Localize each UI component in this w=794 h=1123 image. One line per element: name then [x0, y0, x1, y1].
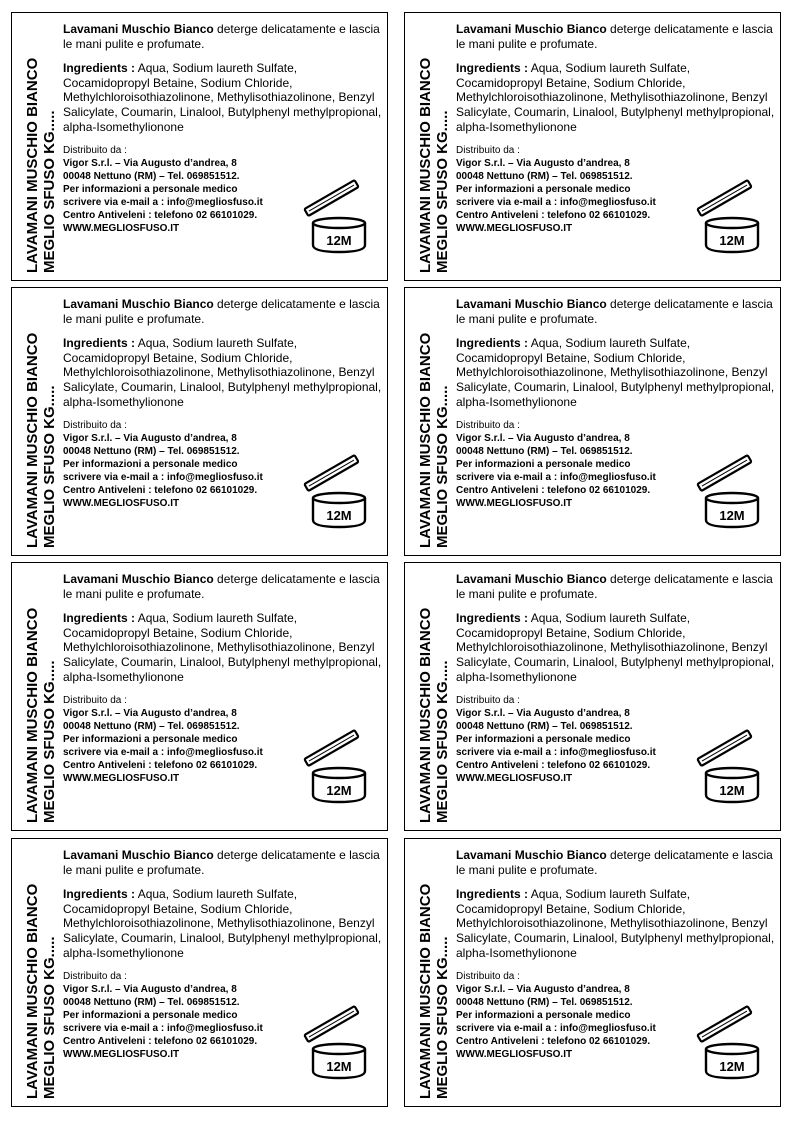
- company-line: Vigor S.r.l. – Via Augusto d’andrea, 8: [63, 984, 237, 996]
- distributed-by: Distribuito da :: [456, 695, 520, 707]
- ingredients-label: Ingredients :: [456, 611, 529, 626]
- product-name: Lavamani Muschio Bianco: [63, 848, 214, 862]
- ingredients: [456, 336, 776, 409]
- side-title-line1: LAVAMANI MUSCHIO BIANCO: [24, 607, 41, 823]
- ingredients: [63, 336, 383, 409]
- open-jar-icon: [692, 725, 768, 805]
- side-title: [20, 849, 62, 1099]
- side-title: [20, 298, 62, 548]
- open-jar-icon: [299, 450, 375, 530]
- product-name: Lavamani Muschio Bianco: [456, 297, 607, 311]
- email-line: scrivere via e-mail a : info@megliosfuso.it: [63, 472, 263, 484]
- info-line: Per informazioni a personale medico: [456, 459, 631, 471]
- side-title-line2: MEGLIO SFUSO KG.....: [41, 936, 58, 1099]
- city-line: 00048 Nettuno (RM) – Tel. 069851512.: [456, 721, 633, 733]
- description: [456, 572, 776, 601]
- ingredients-text: Aqua, Sodium laureth Sulfate, Cocamidopropyl Betaine, Sodium Chloride, Methylchloroisothiazolinone, Methylisothiazolinone, Benzyl Salicylate, Coumarin, Linalool, Butylphenyl methylpropional, alpha-Isomethylionone: [63, 336, 382, 409]
- website: WWW.MEGLIOSFUSO.IT: [63, 498, 180, 510]
- antiveleni-line: Centro Antiveleni : telefono 02 66101029.: [456, 1036, 651, 1048]
- side-title-line2: MEGLIO SFUSO KG.....: [434, 385, 451, 548]
- open-jar-icon: [692, 175, 768, 255]
- product-label: [404, 12, 781, 281]
- antiveleni-line: Centro Antiveleni : telefono 02 66101029.: [456, 760, 651, 772]
- city-line: 00048 Nettuno (RM) – Tel. 069851512.: [63, 997, 240, 1009]
- distributed-by: Distribuito da :: [63, 971, 127, 983]
- ingredients-label: Ingredients :: [63, 61, 136, 76]
- company-line: Vigor S.r.l. – Via Augusto d’andrea, 8: [456, 984, 630, 996]
- product-label: [404, 287, 781, 556]
- product-label: [11, 12, 388, 281]
- side-title-line2: MEGLIO SFUSO KG.....: [41, 110, 58, 273]
- city-line: 00048 Nettuno (RM) – Tel. 069851512.: [63, 446, 240, 458]
- distributed-by: Distribuito da :: [456, 145, 520, 157]
- description: [63, 572, 383, 601]
- description-text: deterge delicatamente e lascia le mani pulite e profumate.: [63, 22, 380, 51]
- description: [63, 22, 383, 51]
- info-line: Per informazioni a personale medico: [63, 734, 238, 746]
- side-title-line2: MEGLIO SFUSO KG.....: [41, 385, 58, 548]
- pao-text: 12M: [326, 508, 352, 523]
- side-title-line1: LAVAMANI MUSCHIO BIANCO: [417, 57, 434, 273]
- side-title: [413, 849, 455, 1099]
- product-name: Lavamani Muschio Bianco: [63, 22, 214, 36]
- city-line: 00048 Nettuno (RM) – Tel. 069851512.: [63, 171, 240, 183]
- ingredients: [63, 61, 383, 134]
- ingredients: [456, 61, 776, 134]
- distributed-by: Distribuito da :: [63, 420, 127, 432]
- product-name: Lavamani Muschio Bianco: [456, 22, 607, 36]
- description-text: deterge delicatamente e lascia le mani pulite e profumate.: [456, 22, 773, 51]
- email-line: scrivere via e-mail a : info@megliosfuso.it: [63, 747, 263, 759]
- ingredients-label: Ingredients :: [456, 887, 529, 902]
- ingredients-text: Aqua, Sodium laureth Sulfate, Cocamidopropyl Betaine, Sodium Chloride, Methylchloroisothiazolinone, Methylisothiazolinone, Benzyl Salicylate, Coumarin, Linalool, Butylphenyl methylpropional, alpha-Isomethylionone: [63, 611, 382, 684]
- pao-text: 12M: [719, 1059, 745, 1074]
- open-jar-icon: [299, 1001, 375, 1081]
- open-jar-icon: [299, 725, 375, 805]
- open-jar-icon: [299, 175, 375, 255]
- open-jar-icon: [692, 450, 768, 530]
- company-line: Vigor S.r.l. – Via Augusto d’andrea, 8: [456, 158, 630, 170]
- email-line: scrivere via e-mail a : info@megliosfuso.it: [63, 1023, 263, 1035]
- website: WWW.MEGLIOSFUSO.IT: [456, 1049, 573, 1061]
- product-label: [11, 287, 388, 556]
- product-label: [404, 838, 781, 1107]
- pao-text: 12M: [719, 508, 745, 523]
- description-text: deterge delicatamente e lascia le mani pulite e profumate.: [456, 572, 773, 601]
- info-line: Per informazioni a personale medico: [63, 1010, 238, 1022]
- product-name: Lavamani Muschio Bianco: [63, 572, 214, 586]
- ingredients-text: Aqua, Sodium laureth Sulfate, Cocamidopropyl Betaine, Sodium Chloride, Methylchloroisothiazolinone, Methylisothiazolinone, Benzyl Salicylate, Coumarin, Linalool, Butylphenyl methylpropional, alpha-Isomethylionone: [456, 336, 775, 409]
- side-title: [20, 23, 62, 273]
- company-line: Vigor S.r.l. – Via Augusto d’andrea, 8: [63, 433, 237, 445]
- website: WWW.MEGLIOSFUSO.IT: [456, 773, 573, 785]
- pao-text: 12M: [326, 783, 352, 798]
- website: WWW.MEGLIOSFUSO.IT: [456, 223, 573, 235]
- ingredients-label: Ingredients :: [63, 887, 136, 902]
- side-title-line2: MEGLIO SFUSO KG.....: [434, 936, 451, 1099]
- description-text: deterge delicatamente e lascia le mani pulite e profumate.: [456, 848, 773, 877]
- ingredients-text: Aqua, Sodium laureth Sulfate, Cocamidopropyl Betaine, Sodium Chloride, Methylchloroisothiazolinone, Methylisothiazolinone, Benzyl Salicylate, Coumarin, Linalool, Butylphenyl methylpropional, alpha-Isomethylionone: [456, 611, 775, 684]
- city-line: 00048 Nettuno (RM) – Tel. 069851512.: [456, 997, 633, 1009]
- website: WWW.MEGLIOSFUSO.IT: [63, 773, 180, 785]
- distributed-by: Distribuito da :: [456, 420, 520, 432]
- ingredients-text: Aqua, Sodium laureth Sulfate, Cocamidopropyl Betaine, Sodium Chloride, Methylchloroisothiazolinone, Methylisothiazolinone, Benzyl Salicylate, Coumarin, Linalool, Butylphenyl methylpropional, alpha-Isomethylionone: [63, 887, 382, 960]
- product-name: Lavamani Muschio Bianco: [456, 848, 607, 862]
- email-line: scrivere via e-mail a : info@megliosfuso.it: [456, 472, 656, 484]
- antiveleni-line: Centro Antiveleni : telefono 02 66101029.: [63, 1036, 258, 1048]
- side-title: [413, 23, 455, 273]
- side-title: [413, 298, 455, 548]
- ingredients-label: Ingredients :: [63, 611, 136, 626]
- pao-text: 12M: [719, 783, 745, 798]
- side-title-line1: LAVAMANI MUSCHIO BIANCO: [24, 332, 41, 548]
- email-line: scrivere via e-mail a : info@megliosfuso.it: [456, 1023, 656, 1035]
- description: [63, 848, 383, 877]
- description-text: deterge delicatamente e lascia le mani pulite e profumate.: [456, 297, 773, 326]
- city-line: 00048 Nettuno (RM) – Tel. 069851512.: [456, 446, 633, 458]
- side-title-line1: LAVAMANI MUSCHIO BIANCO: [24, 57, 41, 273]
- ingredients: [63, 887, 383, 960]
- side-title-line1: LAVAMANI MUSCHIO BIANCO: [417, 883, 434, 1099]
- description: [456, 297, 776, 326]
- email-line: scrivere via e-mail a : info@megliosfuso.it: [63, 197, 263, 209]
- description: [63, 297, 383, 326]
- antiveleni-line: Centro Antiveleni : telefono 02 66101029.: [456, 210, 651, 222]
- distributed-by: Distribuito da :: [456, 971, 520, 983]
- ingredients: [456, 611, 776, 684]
- city-line: 00048 Nettuno (RM) – Tel. 069851512.: [456, 171, 633, 183]
- pao-text: 12M: [719, 233, 745, 248]
- side-title-line1: LAVAMANI MUSCHIO BIANCO: [24, 883, 41, 1099]
- product-name: Lavamani Muschio Bianco: [63, 297, 214, 311]
- info-line: Per informazioni a personale medico: [456, 734, 631, 746]
- side-title: [413, 573, 455, 823]
- company-line: Vigor S.r.l. – Via Augusto d’andrea, 8: [63, 708, 237, 720]
- ingredients-label: Ingredients :: [456, 61, 529, 76]
- side-title-line1: LAVAMANI MUSCHIO BIANCO: [417, 332, 434, 548]
- side-title-line2: MEGLIO SFUSO KG.....: [41, 660, 58, 823]
- product-label: [11, 562, 388, 831]
- website: WWW.MEGLIOSFUSO.IT: [456, 498, 573, 510]
- pao-text: 12M: [326, 233, 352, 248]
- product-name: Lavamani Muschio Bianco: [456, 572, 607, 586]
- side-title-line2: MEGLIO SFUSO KG.....: [434, 110, 451, 273]
- antiveleni-line: Centro Antiveleni : telefono 02 66101029.: [63, 210, 258, 222]
- city-line: 00048 Nettuno (RM) – Tel. 069851512.: [63, 721, 240, 733]
- ingredients-text: Aqua, Sodium laureth Sulfate, Cocamidopropyl Betaine, Sodium Chloride, Methylchloroisothiazolinone, Methylisothiazolinone, Benzyl Salicylate, Coumarin, Linalool, Butylphenyl methylpropional, alpha-Isomethylionone: [456, 61, 775, 134]
- company-line: Vigor S.r.l. – Via Augusto d’andrea, 8: [63, 158, 237, 170]
- description: [456, 848, 776, 877]
- description-text: deterge delicatamente e lascia le mani pulite e profumate.: [63, 572, 380, 601]
- antiveleni-line: Centro Antiveleni : telefono 02 66101029.: [63, 760, 258, 772]
- company-line: Vigor S.r.l. – Via Augusto d’andrea, 8: [456, 433, 630, 445]
- ingredients: [63, 611, 383, 684]
- side-title: [20, 573, 62, 823]
- website: WWW.MEGLIOSFUSO.IT: [63, 1049, 180, 1061]
- product-label: [11, 838, 388, 1107]
- product-label: [404, 562, 781, 831]
- side-title-line2: MEGLIO SFUSO KG.....: [434, 660, 451, 823]
- email-line: scrivere via e-mail a : info@megliosfuso.it: [456, 747, 656, 759]
- distributed-by: Distribuito da :: [63, 695, 127, 707]
- open-jar-icon: [692, 1001, 768, 1081]
- info-line: Per informazioni a personale medico: [456, 184, 631, 196]
- ingredients-label: Ingredients :: [456, 336, 529, 351]
- ingredients-label: Ingredients :: [63, 336, 136, 351]
- pao-text: 12M: [326, 1059, 352, 1074]
- email-line: scrivere via e-mail a : info@megliosfuso.it: [456, 197, 656, 209]
- info-line: Per informazioni a personale medico: [63, 184, 238, 196]
- company-line: Vigor S.r.l. – Via Augusto d’andrea, 8: [456, 708, 630, 720]
- distributed-by: Distribuito da :: [63, 145, 127, 157]
- ingredients-text: Aqua, Sodium laureth Sulfate, Cocamidopropyl Betaine, Sodium Chloride, Methylchloroisothiazolinone, Methylisothiazolinone, Benzyl Salicylate, Coumarin, Linalool, Butylphenyl methylpropional, alpha-Isomethylionone: [63, 61, 382, 134]
- ingredients-text: Aqua, Sodium laureth Sulfate, Cocamidopropyl Betaine, Sodium Chloride, Methylchloroisothiazolinone, Methylisothiazolinone, Benzyl Salicylate, Coumarin, Linalool, Butylphenyl methylpropional, alpha-Isomethylionone: [456, 887, 775, 960]
- website: WWW.MEGLIOSFUSO.IT: [63, 223, 180, 235]
- ingredients: [456, 887, 776, 960]
- description-text: deterge delicatamente e lascia le mani pulite e profumate.: [63, 848, 380, 877]
- antiveleni-line: Centro Antiveleni : telefono 02 66101029.: [63, 485, 258, 497]
- antiveleni-line: Centro Antiveleni : telefono 02 66101029.: [456, 485, 651, 497]
- description: [456, 22, 776, 51]
- description-text: deterge delicatamente e lascia le mani pulite e profumate.: [63, 297, 380, 326]
- side-title-line1: LAVAMANI MUSCHIO BIANCO: [417, 607, 434, 823]
- info-line: Per informazioni a personale medico: [456, 1010, 631, 1022]
- info-line: Per informazioni a personale medico: [63, 459, 238, 471]
